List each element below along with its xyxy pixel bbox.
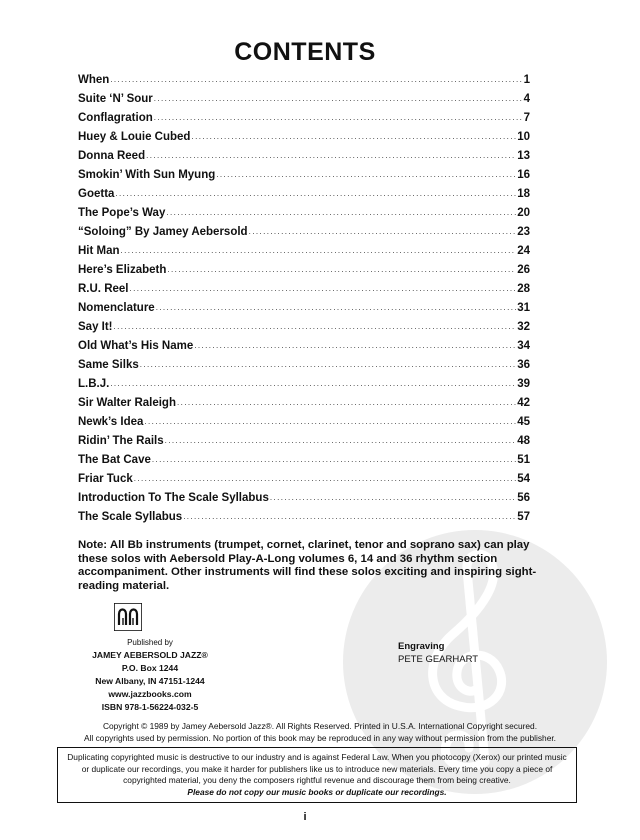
toc-entry-title: The Bat Cave bbox=[78, 454, 151, 466]
toc-entry bbox=[78, 223, 530, 242]
toc-entry-title: Nomenclature bbox=[78, 302, 155, 314]
toc-entry bbox=[78, 432, 530, 451]
toc-entry-title: The Pope’s Way bbox=[78, 207, 166, 219]
toc-entry bbox=[78, 90, 530, 109]
toc-entry bbox=[78, 375, 530, 394]
engraver-name: PETE GEARHART bbox=[398, 654, 479, 665]
engraving-label: Engraving bbox=[398, 641, 445, 652]
instrument-note: Note: All Bb instruments (trumpet, cornet, clarinet, tenor and soprano sax) can play these solos with Aebersold Play-A-Long volumes 6, 14 and 36 rhythm section accompaniment. Other instruments will find these solos exciting and inspiring sight-reading material. bbox=[78, 539, 537, 592]
toc-entry-title: Old What’s His Name bbox=[78, 340, 194, 352]
publisher-name: JAMEY AEBERSOLD JAZZ® bbox=[92, 650, 208, 660]
toc-entry-title: L.B.J. bbox=[78, 378, 110, 390]
copyright-line-2: All copyrights used by permission. No portion of this book may be reproduced in any way without permission from the publisher. bbox=[83, 732, 557, 743]
toc-entry-page: 28 bbox=[517, 283, 530, 295]
toc-entry bbox=[78, 280, 530, 299]
toc-entry-title: Ridin’ The Rails bbox=[78, 435, 164, 447]
toc-entry-title: “Soloing” By Jamey Aebersold bbox=[78, 226, 248, 238]
toc-entry bbox=[78, 242, 530, 261]
publisher-isbn: ISBN 978-1-56224-032-5 bbox=[101, 702, 199, 712]
toc-entry-title: R.U. Reel bbox=[78, 283, 129, 295]
toc-dot-leader bbox=[166, 203, 516, 222]
publisher-city: New Albany, IN 47151-1244 bbox=[95, 676, 205, 686]
toc-dot-leader bbox=[154, 108, 523, 127]
toc-entry-page: 51 bbox=[517, 454, 530, 466]
toc-entry-title: Conflagration bbox=[78, 112, 153, 124]
toc-entry-title: Goetta bbox=[78, 188, 115, 200]
copyright-notice bbox=[20, 721, 620, 744]
toc-dot-leader bbox=[110, 70, 522, 89]
toc-dot-leader bbox=[183, 507, 516, 526]
toc-dot-leader bbox=[216, 165, 516, 184]
copyright-line-1: Copyright © 1989 by Jamey Aebersold Jazz®. All Rights Reserved. Printed in U.S.A. International Copyright secured. bbox=[102, 721, 538, 731]
toc-entry bbox=[78, 394, 530, 413]
toc-entry-page: 1 bbox=[523, 74, 530, 86]
toc-entry bbox=[78, 71, 530, 90]
toc-entry-title: Introduction To The Scale Syllabus bbox=[78, 492, 269, 504]
toc-entry-page: 31 bbox=[517, 302, 530, 314]
toc-entry-page: 54 bbox=[517, 473, 530, 485]
toc-entry-page: 39 bbox=[517, 378, 530, 390]
toc-entry-page: 10 bbox=[517, 131, 530, 143]
toc-entry bbox=[78, 413, 530, 432]
toc-entry-title: Here’s Elizabeth bbox=[78, 264, 167, 276]
jamey-aebersold-logo-icon bbox=[114, 603, 142, 631]
toc-entry bbox=[78, 470, 530, 489]
toc-entry bbox=[78, 185, 530, 204]
toc-entry-page: 36 bbox=[517, 359, 530, 371]
toc-entry bbox=[78, 147, 530, 166]
toc-dot-leader bbox=[194, 336, 516, 355]
toc-entry-page: 13 bbox=[517, 150, 530, 162]
toc-entry bbox=[78, 109, 530, 128]
toc-entry-page: 45 bbox=[517, 416, 530, 428]
toc-dot-leader bbox=[144, 412, 516, 431]
toc-entry bbox=[78, 128, 530, 147]
toc-entry-page: 23 bbox=[517, 226, 530, 238]
toc-entry-page: 7 bbox=[523, 112, 530, 124]
toc-entry-title: The Scale Syllabus bbox=[78, 511, 183, 523]
toc-entry-page: 42 bbox=[517, 397, 530, 409]
toc-dot-leader bbox=[177, 393, 516, 412]
engraving-credit bbox=[398, 640, 528, 666]
toc-entry-title: Donna Reed bbox=[78, 150, 146, 162]
toc-entry bbox=[78, 204, 530, 223]
toc-dot-leader bbox=[152, 450, 516, 469]
toc-entry-page: 34 bbox=[517, 340, 530, 352]
toc-entry-page: 18 bbox=[517, 188, 530, 200]
toc-dot-leader bbox=[156, 298, 517, 317]
toc-entry-title: Sir Walter Raleigh bbox=[78, 397, 176, 409]
toc-entry-page: 20 bbox=[517, 207, 530, 219]
publisher-block bbox=[80, 636, 220, 714]
toc-dot-leader bbox=[270, 488, 516, 507]
toc-dot-leader bbox=[130, 279, 517, 298]
toc-entry-title: Hit Man bbox=[78, 245, 120, 257]
toc-entry-title: Suite ‘N’ Sour bbox=[78, 93, 153, 105]
copy-warning-emphasis: Please do not copy our music books or duplicate our recordings. bbox=[187, 786, 447, 797]
publisher-website: www.jazzbooks.com bbox=[108, 689, 192, 699]
copy-warning-text: Duplicating copyrighted music is destructive to our industry and is against Federal Law. When you photocopy (Xerox) our printed music or duplicate our recordings, you make it harder for publishers like us to introduce new materials. Every time you copy a piece of copyrighted material, you deny the composers rightful revenue and discourage them from being creative. bbox=[67, 752, 567, 785]
toc-dot-leader bbox=[146, 146, 516, 165]
toc-entry-page: 4 bbox=[523, 93, 530, 105]
toc-entry bbox=[78, 356, 530, 375]
toc-entry bbox=[78, 318, 530, 337]
toc-dot-leader bbox=[110, 374, 516, 393]
toc-entry bbox=[78, 166, 530, 185]
page-number: i bbox=[303, 811, 307, 823]
toc-dot-leader bbox=[140, 355, 516, 374]
table-of-contents bbox=[78, 71, 530, 527]
toc-entry bbox=[78, 508, 530, 527]
toc-dot-leader bbox=[114, 317, 517, 336]
toc-dot-leader bbox=[154, 89, 523, 108]
toc-entry-page: 16 bbox=[517, 169, 530, 181]
toc-entry-page: 56 bbox=[517, 492, 530, 504]
toc-entry-title: Friar Tuck bbox=[78, 473, 133, 485]
toc-entry-title: Same Silks bbox=[78, 359, 139, 371]
publisher-po-box: P.O. Box 1244 bbox=[121, 663, 179, 673]
toc-entry-page: 48 bbox=[517, 435, 530, 447]
toc-dot-leader bbox=[115, 184, 516, 203]
toc-entry-page: 57 bbox=[517, 511, 530, 523]
toc-dot-leader bbox=[165, 431, 517, 450]
page-title: CONTENTS bbox=[234, 38, 376, 66]
toc-entry-title: When bbox=[78, 74, 110, 86]
published-by-label: Published by bbox=[127, 638, 173, 647]
toc-entry bbox=[78, 489, 530, 508]
toc-dot-leader bbox=[249, 222, 517, 241]
toc-entry-title: Huey & Louie Cubed bbox=[78, 131, 191, 143]
toc-entry-page: 32 bbox=[517, 321, 530, 333]
copy-warning-box bbox=[57, 747, 577, 803]
toc-dot-leader bbox=[191, 127, 516, 146]
toc-entry-title: Newk’s Idea bbox=[78, 416, 144, 428]
toc-dot-leader bbox=[167, 260, 516, 279]
toc-dot-leader bbox=[134, 469, 516, 488]
toc-entry-title: Smokin’ With Sun Myung bbox=[78, 169, 216, 181]
toc-entry-title: Say It! bbox=[78, 321, 113, 333]
toc-entry bbox=[78, 451, 530, 470]
toc-dot-leader bbox=[121, 241, 517, 260]
toc-entry-page: 24 bbox=[517, 245, 530, 257]
toc-entry bbox=[78, 299, 530, 318]
toc-entry bbox=[78, 261, 530, 280]
toc-entry bbox=[78, 337, 530, 356]
toc-entry-page: 26 bbox=[517, 264, 530, 276]
